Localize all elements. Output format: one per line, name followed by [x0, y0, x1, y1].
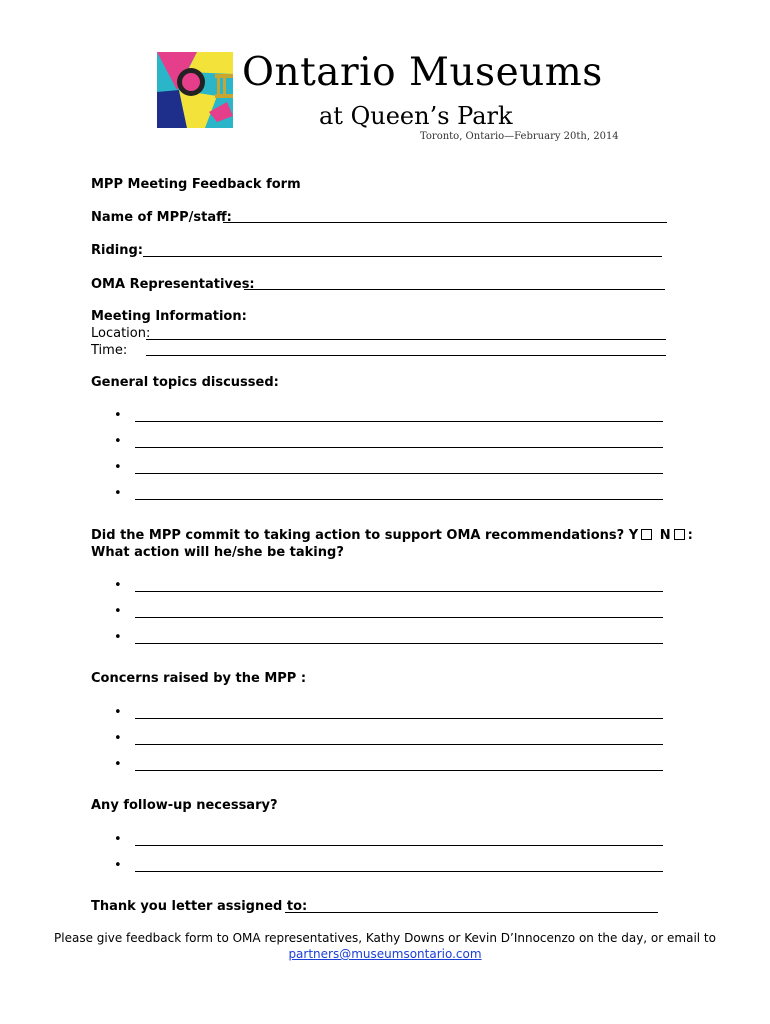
- followup-field-2[interactable]: [135, 871, 663, 872]
- bullet: •: [114, 434, 122, 449]
- riding-field[interactable]: [143, 256, 662, 257]
- action-label: What action will he/she be taking?: [91, 545, 344, 560]
- commit-question: Did the MPP commit to taking action to support OMA recommendations?: [91, 528, 625, 543]
- bullet: •: [114, 705, 122, 720]
- bullet: •: [114, 486, 122, 501]
- followup-label: Any follow-up necessary?: [91, 798, 278, 813]
- bullet: •: [114, 408, 122, 423]
- name-label: Name of MPP/staff:: [91, 210, 232, 225]
- riding-label: Riding:: [91, 243, 143, 258]
- org-subtitle: at Queen’s Park: [319, 102, 513, 130]
- bullet: •: [114, 630, 122, 645]
- topics-label: General topics discussed:: [91, 375, 279, 390]
- action-field-2[interactable]: [135, 617, 663, 618]
- thankyou-field[interactable]: [285, 912, 658, 913]
- bullet: •: [114, 460, 122, 475]
- commit-colon: :: [687, 528, 693, 543]
- name-field[interactable]: [223, 222, 667, 223]
- org-title: Ontario Museums: [242, 50, 603, 95]
- time-field[interactable]: [146, 355, 666, 356]
- commit-question-row: [91, 528, 693, 543]
- bullet: •: [114, 757, 122, 772]
- concerns-label: Concerns raised by the MPP :: [91, 671, 307, 686]
- concern-field-1[interactable]: [135, 718, 663, 719]
- concern-field-2[interactable]: [135, 744, 663, 745]
- reps-field[interactable]: [244, 289, 665, 290]
- topic-field-3[interactable]: [135, 473, 663, 474]
- email-link[interactable]: partners@museumsontario.com: [288, 947, 482, 961]
- followup-field-1[interactable]: [135, 845, 663, 846]
- action-field-3[interactable]: [135, 643, 663, 644]
- no-label: N: [659, 528, 671, 543]
- bullet: •: [114, 604, 122, 619]
- footer-instruction: Please give feedback form to OMA representatives, Kathy Downs or Kevin D’Innocenzo on the day, or email to: [54, 931, 716, 945]
- thankyou-label: Thank you letter assigned to:: [91, 899, 308, 914]
- no-checkbox[interactable]: [674, 529, 685, 540]
- location-field[interactable]: [146, 339, 666, 340]
- yes-checkbox[interactable]: [641, 529, 652, 540]
- bullet: •: [114, 832, 122, 847]
- bullet: •: [114, 858, 122, 873]
- bullet: •: [114, 578, 122, 593]
- bullet: •: [114, 731, 122, 746]
- form-title: MPP Meeting Feedback form: [91, 177, 301, 192]
- yes-label: Y: [628, 528, 639, 543]
- museum-logo: [157, 52, 233, 128]
- topic-field-2[interactable]: [135, 447, 663, 448]
- topic-field-4[interactable]: [135, 499, 663, 500]
- dateline: Toronto, Ontario—February 20th, 2014: [420, 131, 619, 142]
- concern-field-3[interactable]: [135, 770, 663, 771]
- action-field-1[interactable]: [135, 591, 663, 592]
- location-label: Location:: [91, 326, 151, 341]
- reps-label: OMA Representatives:: [91, 277, 255, 292]
- meeting-info-label: Meeting Information:: [91, 309, 247, 324]
- time-label: Time:: [91, 343, 128, 358]
- topic-field-1[interactable]: [135, 421, 663, 422]
